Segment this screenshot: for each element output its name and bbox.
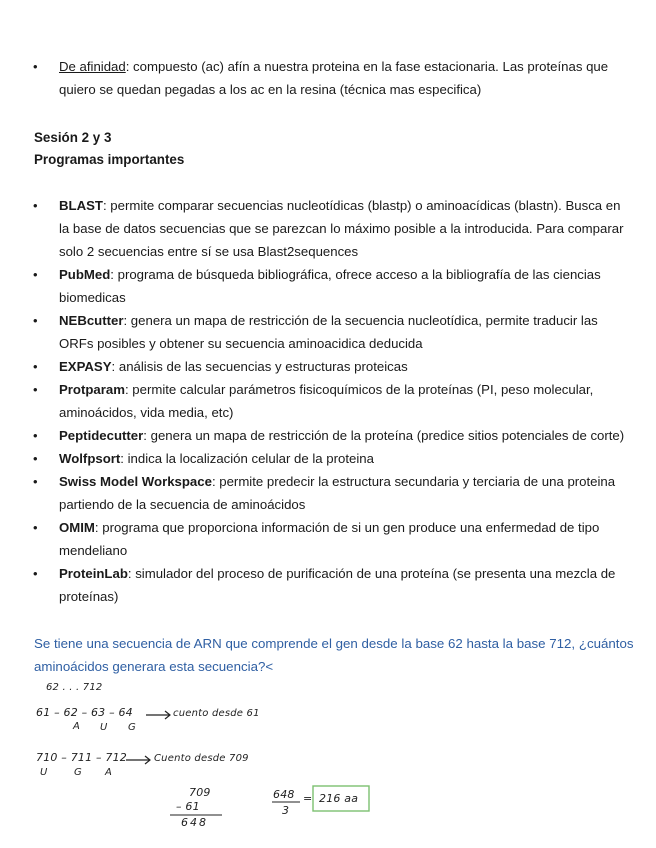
program-name: PubMed — [59, 267, 111, 282]
hand-start-note: cuento desde 61 — [173, 708, 260, 719]
program-name: BLAST — [59, 198, 103, 213]
hand-end-row: 710 – 711 – 712 — [36, 751, 127, 764]
hand-start-row: 61 – 62 – 63 – 64 — [36, 706, 133, 719]
bullet-icon: • — [33, 520, 38, 535]
program-description: : genera un mapa de restricción de la secuencia nucleotídica, permite traducir las ORFs posibles y obtener su secuencia aminoacidica deducida — [59, 313, 598, 351]
hand-base: U — [100, 722, 108, 733]
program-name: Swiss Model Workspace — [59, 474, 212, 489]
hand-answer: 216 aa — [319, 792, 359, 805]
program-description: : programa que proporciona información de si un gen produce una enfermedad de tipo mendeliano — [59, 520, 600, 558]
hand-base: G — [128, 722, 136, 733]
program-description: : indica la localización celular de la proteina — [120, 451, 374, 466]
program-description: : permite comparar secuencias nucleotídicas (blastp) o aminoacídicas (blastn). Busca en la base de datos secuencias que se parezcan lo máximo posible a la introducida. Para comparar solo 2 secuencias entre sí se usa Blast2sequences — [59, 198, 624, 259]
program-name: Peptidecutter — [59, 428, 144, 443]
hand-sub-result: 648 — [181, 816, 208, 829]
hand-sub-top: 709 — [189, 786, 211, 799]
bullet-icon: • — [33, 198, 38, 213]
program-name: OMIM — [59, 520, 95, 535]
program-name: EXPASY — [59, 359, 112, 374]
hand-div-num: 648 — [273, 788, 295, 801]
program-name: ProteinLab — [59, 566, 128, 581]
hand-base: A — [105, 767, 113, 778]
bullet-icon: • — [33, 382, 38, 397]
bullet-icon: • — [33, 474, 38, 489]
program-description: : permite calcular parámetros fisicoquímicos de la proteínas (PI, peso molecular, aminoácidos, vida media, etc) — [59, 382, 594, 420]
exercise-question: Se tiene una secuencia de ARN que comprende el gen desde la base 62 hasta la base 712, ¿cuántos aminoácidos generara esta secuencia?< — [34, 636, 634, 674]
program-name: Protparam — [59, 382, 125, 397]
program-description: : permite predecir la estructura secundaria y terciaria de una proteina partiendo de la secuencia de aminoácidos — [59, 474, 616, 512]
program-description: : análisis de las secuencias y estructuras proteicas — [111, 359, 408, 374]
program-description: : simulador del proceso de purificación de una proteína (se presenta una mezcla de proteínas) — [59, 566, 616, 604]
session-heading: Sesión 2 y 3 — [34, 130, 112, 145]
hand-div-den: 3 — [282, 804, 290, 817]
bullet-icon: • — [33, 359, 38, 374]
hand-base: G — [74, 767, 82, 778]
term-label: De afinidad — [59, 59, 126, 74]
program-name: Wolfpsort — [59, 451, 121, 466]
hand-end-note: Cuento desde 709 — [154, 753, 249, 764]
program-name: NEBcutter — [59, 313, 124, 328]
bullet-icon: • — [33, 267, 38, 282]
hand-base: A — [73, 721, 81, 732]
program-description: : genera un mapa de restricción de la proteína (predice sitios potenciales de corte) — [143, 428, 625, 443]
program-description: : programa de búsqueda bibliográfica, ofrece acceso a la bibliografía de las ciencias biomedicas — [59, 267, 601, 305]
programs-heading: Programas importantes — [34, 152, 185, 167]
hand-equals: = — [303, 792, 313, 805]
hand-base: U — [40, 767, 48, 778]
term-description: : compuesto (ac) afín a nuestra proteina en la fase estacionaria. Las proteínas que quiero se quedan pegadas a los ac en la resina (técnica mas especifica) — [59, 59, 609, 97]
bullet-icon: • — [33, 566, 38, 581]
bullet-icon: • — [33, 428, 38, 443]
hand-range: 62 . . . 712 — [46, 682, 103, 693]
bullet-icon: • — [33, 451, 38, 466]
bullet-icon: • — [33, 313, 38, 328]
hand-sub-bottom: – 61 — [176, 800, 200, 813]
bullet-icon: • — [33, 59, 38, 74]
